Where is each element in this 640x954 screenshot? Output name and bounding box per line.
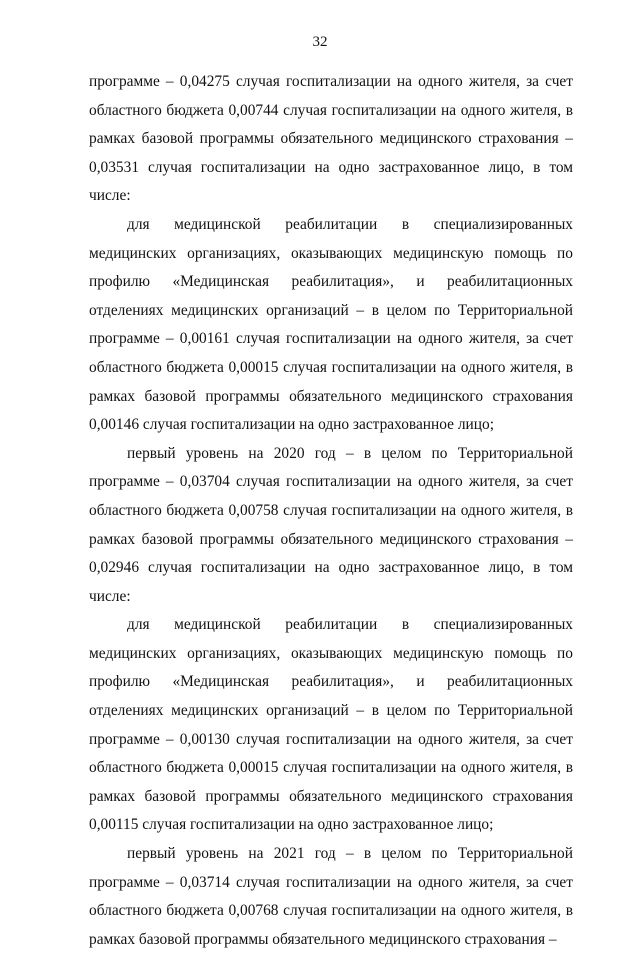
paragraph-3: первый уровень на 2020 год – в целом по Территориальной программе – 0,03704 случая госпитализации на одного жителя, за счет областного бюджета 0,00758 случая госпитализации на одного жителя, в рамках базовой программы обязательного медицинского страхования – 0,02946 случая госпитализации на одно застрахованное лицо, в том числе: — [89, 444, 573, 605]
paragraph-1: программе – 0,04275 случая госпитализации на одного жителя, за счет областного бюджета 0,00744 случая госпитализации на одного жителя, в рамках базовой программы обязательного медицинского страхования – 0,03531 случая госпитализации на одно застрахованное лицо, в том числе: — [89, 73, 573, 205]
document-body — [89, 68, 573, 954]
paragraph-5: первый уровень на 2021 год – в целом по Территориальной программе – 0,03714 случая госпитализации на одного жителя, за счет областного бюджета 0,00768 случая госпитализации на одного жителя, в рамках базовой программы обязательного медицинского страхования – — [89, 845, 573, 948]
paragraph-4: для медицинской реабилитации в специализированных медицинских организациях, оказывающих медицинскую помощь по профилю «Медицинская реабилитация», и реабилитационных отделениях медицинских организаций – в целом по Территориальной программе – 0,00130 случая госпитализации на одного жителя, за счет областного бюджета 0,00015 случая госпитализации на одного жителя, в рамках базовой программы обязательного медицинского страхования 0,00115 случая госпитализации на одно застрахованное лицо; — [89, 616, 573, 834]
paragraph-2: для медицинской реабилитации в специализированных медицинских организациях, оказывающих медицинскую помощь по профилю «Медицинская реабилитация», и реабилитационных отделениях медицинских организаций – в целом по Территориальной программе – 0,00161 случая госпитализации на одного жителя, за счет областного бюджета 0,00015 случая госпитализации на одного жителя, в рамках базовой программы обязательного медицинского страхования 0,00146 случая госпитализации на одно застрахованное лицо; — [89, 215, 573, 434]
page-number: 32 — [312, 34, 328, 50]
